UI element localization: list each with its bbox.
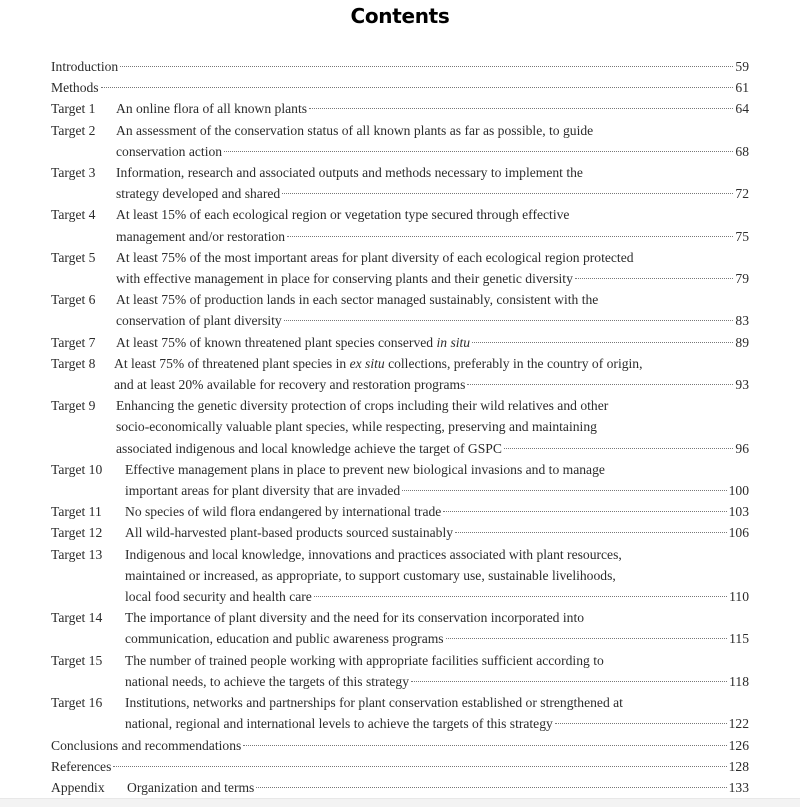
toc-entry-title-text: collections, preferably in the country of origin, [384, 355, 643, 371]
toc-entry-title-cont: communication, education and public awareness programs [125, 631, 444, 647]
toc-entry-title-cont: important areas for plant diversity that are invaded [125, 483, 401, 499]
page-number: 106 [728, 525, 749, 541]
target-label: Target 4 [51, 207, 96, 223]
toc-entry-title-cont: with effective management in place for conserving plants and their genetic diversity [116, 271, 573, 287]
target-label: Target 1 [51, 101, 96, 117]
dot-leader [120, 66, 733, 67]
toc-entry-methods[interactable] [51, 77, 749, 98]
toc-entry-target-5[interactable] [51, 247, 749, 289]
toc-entry-title-cont: strategy developed and shared [116, 186, 281, 202]
page-number: 68 [735, 143, 749, 159]
toc-entry-title-cont: conservation of plant diversity [116, 313, 282, 329]
toc-entry-title-cont: management and/or restoration [116, 228, 286, 244]
page-number: 126 [728, 737, 749, 753]
dot-leader [284, 320, 734, 321]
toc-entry-target-11[interactable] [51, 501, 749, 522]
dot-leader [402, 490, 726, 491]
toc-entry-target-3[interactable] [51, 162, 749, 204]
toc-entry-title: An online flora of all known plants [116, 101, 308, 117]
page-title: Contents [350, 4, 450, 28]
dot-leader [472, 342, 733, 343]
toc-entry-title [114, 353, 643, 374]
dot-leader [443, 511, 726, 512]
toc-entry-title-cont: national needs, to achieve the targets of this strategy [125, 673, 409, 689]
toc-entry-introduction[interactable] [51, 56, 749, 77]
toc-entry-title: Effective management plans in place to prevent new biological invasions and to manage [125, 461, 605, 477]
page-number: 122 [728, 716, 749, 732]
toc-entry-title-italic: ex situ [349, 355, 385, 371]
toc-entry-title: At least 75% of production lands in each sector managed sustainably, consistent with the [116, 292, 599, 308]
dot-leader [224, 151, 733, 152]
target-label: Target 3 [51, 165, 96, 181]
dot-leader [287, 236, 733, 237]
target-label: Target 15 [51, 652, 103, 668]
toc-entry-title: The number of trained people working with appropriate facilities sufficient according to [125, 652, 604, 668]
target-label: Target 11 [51, 504, 102, 520]
toc-entry-title: An assessment of the conservation status of all known plants as far as possible, to guide [116, 122, 594, 138]
target-label: Target 14 [51, 610, 103, 626]
page-number: 133 [728, 779, 749, 795]
toc-entry-target-10[interactable] [51, 459, 749, 501]
toc-entry-title-text: At least 75% of threatened plant species in [114, 355, 350, 371]
dot-leader [555, 723, 727, 724]
toc-entry-title: All wild-harvested plant-based products sourced sustainably [125, 525, 454, 541]
toc-entry-target-15[interactable] [51, 650, 749, 692]
page-number: 83 [735, 313, 749, 329]
toc-entry-title: At least 75% of the most important areas for plant diversity of each ecological region protected [116, 249, 634, 265]
target-label: Target 5 [51, 249, 96, 265]
page-number: 79 [735, 271, 749, 287]
dot-leader [113, 766, 726, 767]
dot-leader [455, 532, 727, 533]
toc-entry-appendix[interactable] [51, 777, 749, 798]
target-label: Target 13 [51, 546, 103, 562]
page-number: 128 [728, 758, 749, 774]
toc-entry-title: No species of wild flora endangered by international trade [125, 504, 442, 520]
target-label: Target 2 [51, 122, 96, 138]
page-number: 103 [728, 504, 749, 520]
target-label: Target 9 [51, 398, 96, 414]
toc-entry-target-7[interactable] [51, 332, 749, 353]
toc-entry-title-cont: conservation action [116, 143, 223, 159]
page-number: 110 [729, 589, 749, 605]
toc-entry-references[interactable] [51, 756, 749, 777]
dot-leader [101, 87, 734, 88]
toc-entry-title-cont: socio-economically valuable plant species, while respecting, preserving and maintaining [116, 419, 597, 435]
toc-entry-title-cont: maintained or increased, as appropriate, to support customary use, sustainable livelihoods, [125, 567, 616, 583]
toc-entry-conclusions[interactable] [51, 735, 749, 756]
toc-entry-title-cont: associated indigenous and local knowledge achieve the target of GSPC [116, 440, 502, 456]
page-number: 118 [729, 673, 749, 689]
page-number: 64 [735, 101, 749, 117]
dot-leader [467, 384, 733, 385]
dot-leader [446, 638, 728, 639]
toc-entry-target-2[interactable] [51, 120, 749, 162]
dot-leader [309, 108, 733, 109]
toc-entry-title: References [51, 758, 112, 774]
toc-entry-title: Indigenous and local knowledge, innovations and practices associated with plant resources, [125, 546, 622, 562]
page-number: 115 [729, 631, 749, 647]
toc-entry-target-8[interactable] [51, 353, 749, 395]
toc-entry-title: Institutions, networks and partnerships for plant conservation established or strengthened at [125, 695, 623, 711]
toc-entry-target-4[interactable] [51, 204, 749, 246]
toc-entry-target-16[interactable] [51, 692, 749, 734]
target-label: Target 7 [51, 334, 96, 350]
page-number: 61 [735, 80, 749, 96]
page-number: 93 [735, 377, 749, 393]
page-number: 100 [728, 483, 749, 499]
dot-leader [504, 448, 733, 449]
target-label: Target 16 [51, 695, 103, 711]
toc-entry-title-cont: and at least 20% available for recovery and restoration programs [114, 377, 466, 393]
dot-leader [243, 745, 726, 746]
target-label: Target 6 [51, 292, 96, 308]
page-number: 89 [735, 334, 749, 350]
toc-entry-title-text: At least 75% of known threatened plant species conserved [116, 334, 437, 350]
target-label: Target 12 [51, 525, 103, 541]
target-label: Target 8 [51, 355, 96, 371]
toc-entry-title-cont: national, regional and international levels to achieve the targets of this strategy [125, 716, 553, 732]
toc-entry-target-12[interactable] [51, 522, 749, 543]
page-number: 72 [735, 186, 749, 202]
table-of-contents [51, 56, 749, 798]
dot-leader [314, 596, 727, 597]
dot-leader [256, 787, 726, 788]
dot-leader [282, 193, 733, 194]
toc-entry-target-6[interactable] [51, 289, 749, 331]
toc-entry-title: Enhancing the genetic diversity protection of crops including their wild relatives and other [116, 398, 609, 414]
dot-leader [411, 681, 727, 682]
toc-entry-title: Organization and terms [127, 779, 255, 795]
target-label: Target 10 [51, 461, 103, 477]
toc-entry-title [116, 332, 470, 353]
toc-entry-title: Methods [51, 80, 99, 96]
toc-entry-target-13[interactable] [51, 544, 749, 608]
page-number: 75 [735, 228, 749, 244]
toc-entry-title: At least 15% of each ecological region or vegetation type secured through effective [116, 207, 570, 223]
toc-entry-target-1[interactable] [51, 98, 749, 119]
toc-entry-title: Information, research and associated outputs and methods necessary to implement the [116, 165, 583, 181]
page-number: 96 [735, 440, 749, 456]
page-number: 59 [735, 59, 749, 74]
toc-entry-title-italic: in situ [436, 334, 471, 350]
toc-entry-title: Introduction [51, 59, 119, 74]
toc-entry-title: Conclusions and recommendations [51, 737, 242, 753]
toc-entry-target-9[interactable] [51, 395, 749, 459]
toc-entry-target-14[interactable] [51, 607, 749, 649]
dot-leader [575, 278, 734, 279]
toc-entry-title: The importance of plant diversity and the need for its conservation incorporated into [125, 610, 585, 626]
toc-entry-title-cont: local food security and health care [125, 589, 312, 605]
appendix-label: Appendix [51, 779, 105, 795]
